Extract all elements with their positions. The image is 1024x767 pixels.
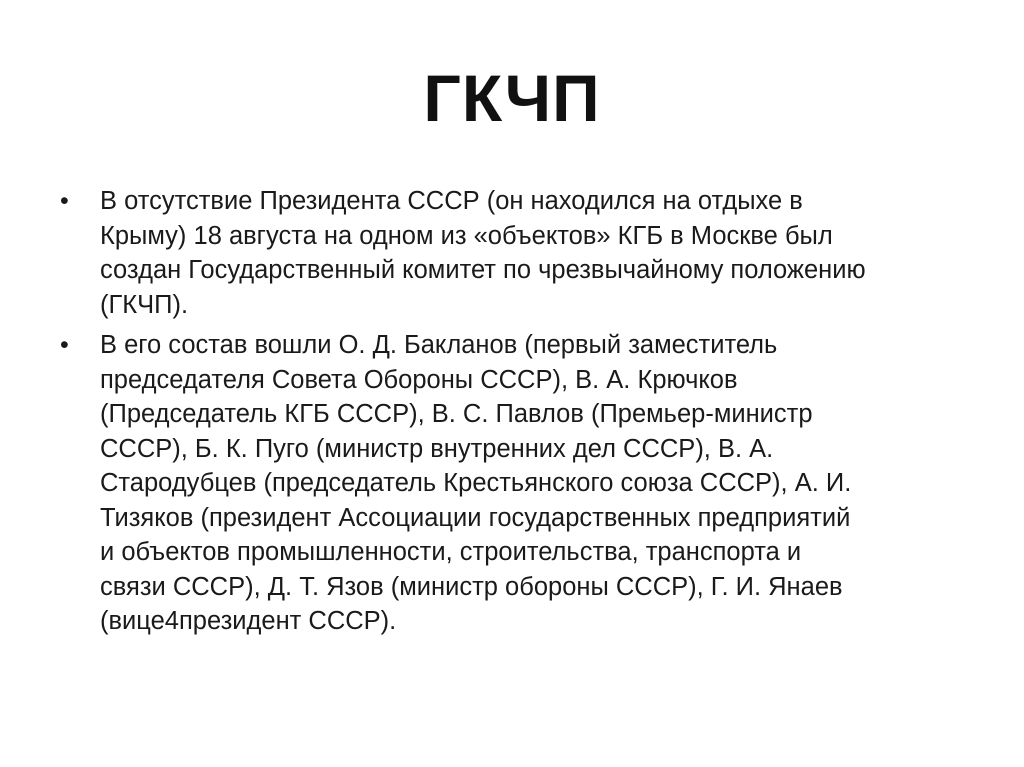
bullet-item-2 (60, 328, 980, 639)
bullet-2-line-5: Стародубцев (председатель Крестьянского союза СССР), А. И. (100, 469, 852, 497)
bullet-marker: • (60, 187, 69, 215)
bullet-1-line-4: (ГКЧП). (100, 290, 189, 319)
bullet-marker: • (60, 331, 69, 359)
bullet-2-line-9: (вице4президент СССР). (100, 607, 397, 635)
bullet-list (60, 184, 980, 645)
bullet-2-line-4: СССР), Б. К. Пуго (министр внутренних дел СССР), В. А. (100, 434, 774, 463)
bullet-item-1 (60, 184, 980, 322)
bullet-1-line-1: В отсутствие Президента СССР (он находился на отдыхе в (100, 187, 803, 215)
bullet-2-line-1: В его состав вошли О. Д. Бакланов (первый заместитель (100, 331, 778, 359)
bullet-2-line-8: связи СССР), Д. Т. Язов (министр обороны СССР), Г. И. Янаев (100, 572, 843, 601)
slide-title: ГКЧП (423, 61, 601, 135)
bullet-2-line-6: Тизяков (президент Ассоциации государственных предприятий (100, 503, 851, 532)
bullet-2-line-7: и объектов промышленности, строительства, транспорта и (100, 538, 802, 566)
bullet-2-line-2: председателя Совета Обороны СССР), В. А. Крючков (100, 365, 738, 394)
bullet-2-line-3: (Председатель КГБ СССР), В. С. Павлов (Премьер-министр (100, 400, 813, 428)
bullet-1-line-2: Крыму) 18 августа на одном из «объектов» КГБ в Москве был (100, 221, 833, 250)
bullet-1-line-3: создан Государственный комитет по чрезвычайному положению (100, 256, 866, 284)
